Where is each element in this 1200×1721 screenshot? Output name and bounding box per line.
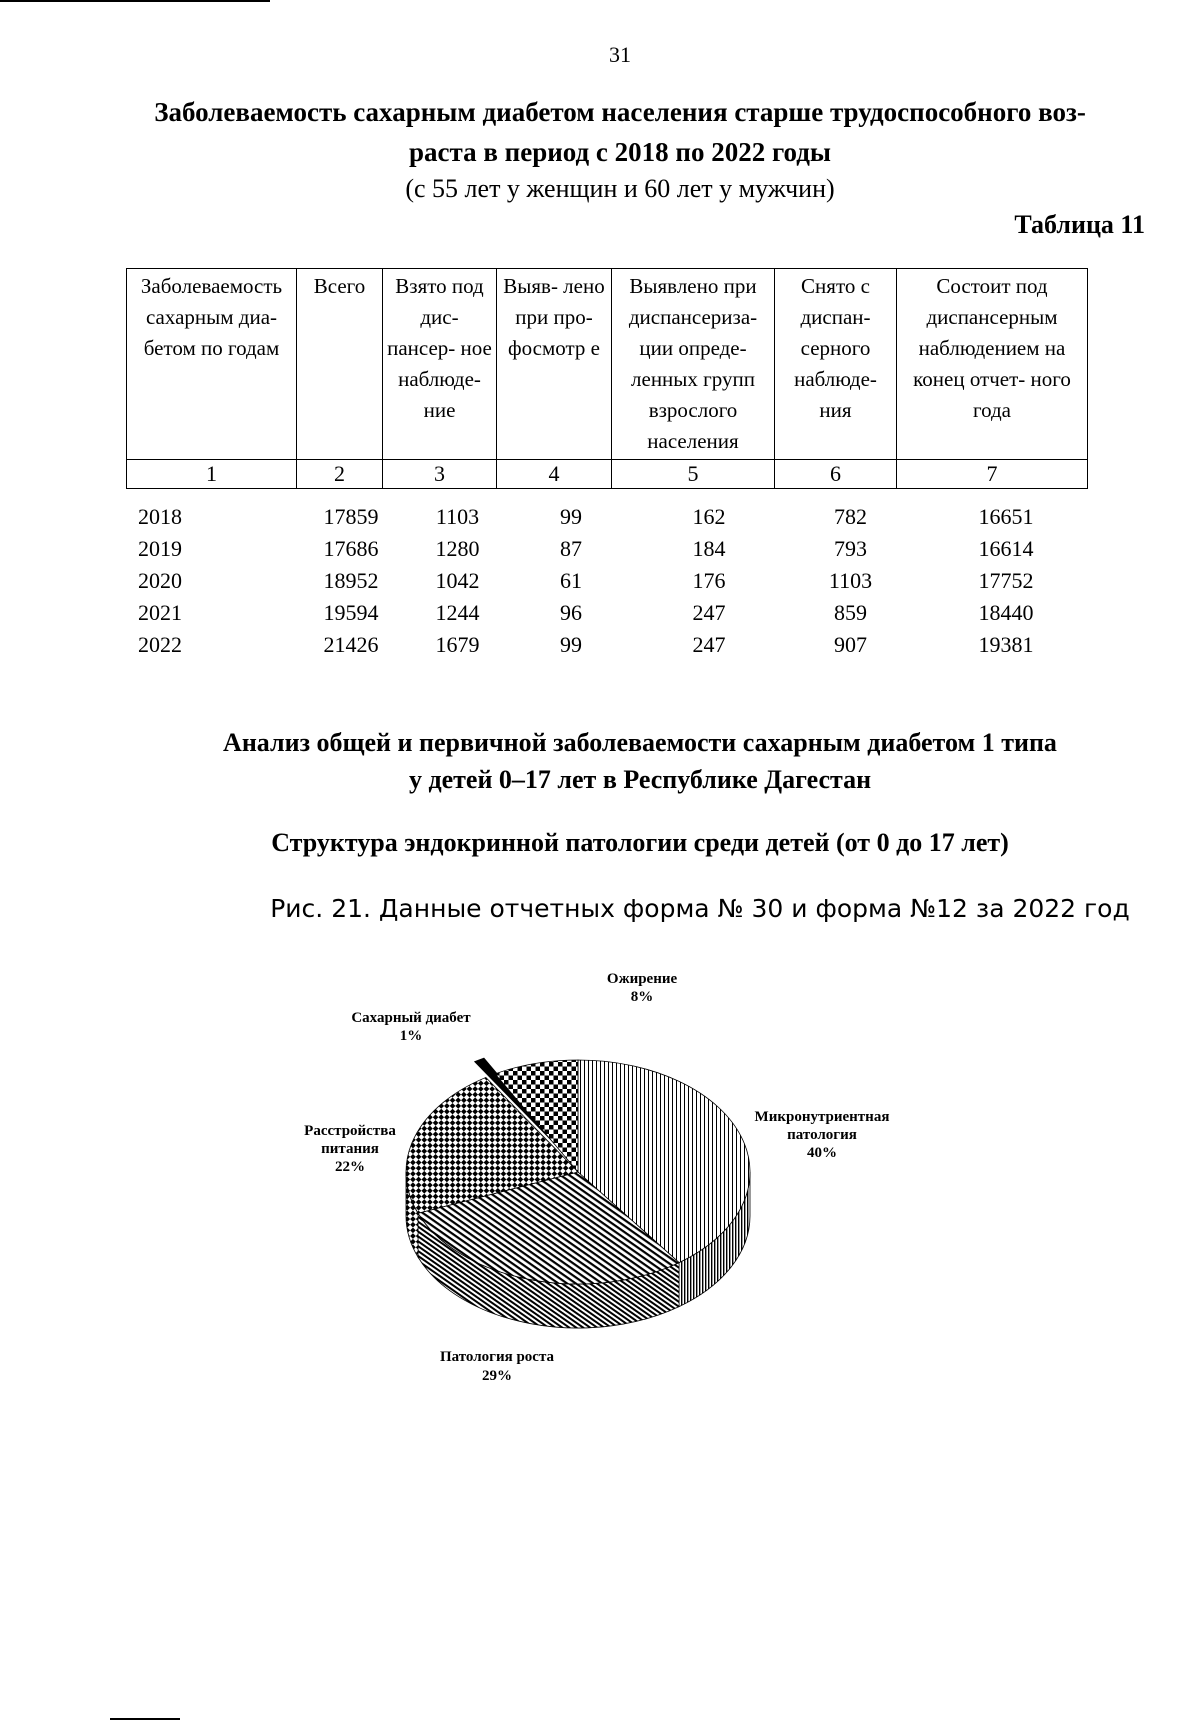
table-cell: 61 <box>560 568 582 593</box>
figure-caption: Рис. 21. Данные отчетных форма № 30 и форма №12 за 2022 год <box>270 894 1130 923</box>
pie-label-micronutrient-line2: патология <box>787 1127 857 1143</box>
section-heading-line-2: у детей 0–17 лет в Республике Дагестан <box>408 765 872 794</box>
table-cell: 16651 <box>978 504 1034 529</box>
scan-artifact-line <box>110 1718 180 1720</box>
table-cell: 1042 <box>435 568 480 593</box>
header-cell: Взято под дис- пансер- ное наблюде- ние <box>383 269 497 460</box>
table-cell: 1103 <box>435 504 480 529</box>
pie-label-diabetes-name: Сахарный диабет <box>351 1010 471 1026</box>
table-cell-year: 2020 <box>138 568 182 593</box>
header-cell: Выяв- лено при про- фосмотр е <box>497 269 612 460</box>
table-cell: 17686 <box>323 536 379 561</box>
pie-label-nutrition-percent: 22% <box>335 1159 365 1175</box>
pie-label-obesity <box>607 971 678 1005</box>
table-cell: 247 <box>692 600 726 625</box>
column-number-cell: 5 <box>612 460 775 489</box>
table-cell: 99 <box>560 504 582 529</box>
column-number-cell: 7 <box>897 460 1088 489</box>
table-cell: 17752 <box>978 568 1034 593</box>
header-cell: Всего <box>297 269 383 460</box>
pie-label-nutrition <box>304 1123 396 1175</box>
pie-label-nutrition-line1: Расстройства <box>304 1123 396 1139</box>
table-cell: 162 <box>692 504 726 529</box>
pie-slices <box>406 1058 750 1328</box>
header-cell: Заболеваемость сахарным диа- бетом по годам <box>127 269 297 460</box>
page-subtitle: (с 55 лет у женщин и 60 лет у мужчин) <box>405 174 835 203</box>
pie-label-growth-name: Патология роста <box>439 1349 555 1365</box>
pie-label-micronutrient-percent: 40% <box>807 1145 837 1161</box>
table-label: Таблица 11 <box>1014 210 1145 239</box>
table-cell: 16614 <box>978 536 1034 561</box>
table-cell-year: 2018 <box>138 504 182 529</box>
table-cell: 176 <box>692 568 726 593</box>
column-number-cell: 3 <box>383 460 497 489</box>
table-cell: 18952 <box>323 568 379 593</box>
table-cell-year: 2022 <box>138 632 182 657</box>
pie-label-diabetes <box>351 1010 471 1044</box>
table-cell: 1103 <box>828 568 873 593</box>
table-cell: 907 <box>834 632 867 657</box>
pie-label-growth-percent: 29% <box>482 1368 512 1384</box>
table-cell: 96 <box>560 600 582 625</box>
table-cell: 17859 <box>323 504 379 529</box>
pie-label-diabetes-percent: 1% <box>399 1028 423 1044</box>
table-cell: 21426 <box>323 632 379 657</box>
pie-label-growth <box>440 1349 555 1384</box>
table-cell-year: 2019 <box>138 536 182 561</box>
column-number-cell: 6 <box>775 460 897 489</box>
page-title-line-1: Заболеваемость сахарным диабетом населения старше трудоспособного воз- <box>154 97 1086 127</box>
structure-heading: Структура эндокринной патологии среди детей (от 0 до 17 лет) <box>271 828 1009 857</box>
header-cell: Снято с диспан- серного наблюде- ния <box>775 269 897 460</box>
table-cell: 19594 <box>323 600 379 625</box>
column-number-cell: 4 <box>497 460 612 489</box>
table-cell: 859 <box>834 600 867 625</box>
header-cell: Состоит под диспансерным наблюдением на конец отчет- ного года <box>897 269 1088 460</box>
section-heading-line-1: Анализ общей и первичной заболеваемости сахарным диабетом 1 типа <box>223 728 1057 757</box>
table-cell: 87 <box>560 536 582 561</box>
table-cell: 19381 <box>978 632 1034 657</box>
pie-label-obesity-name: Ожирение <box>606 971 678 987</box>
table-cell: 1244 <box>435 600 480 625</box>
table-cell: 1280 <box>435 536 480 561</box>
pie-label-nutrition-line2: питания <box>321 1141 379 1157</box>
table-cell: 18440 <box>978 600 1034 625</box>
page-title-line-2: раста в период с 2018 по 2022 годы <box>408 137 831 167</box>
table-cell: 793 <box>834 536 867 561</box>
table-cell: 184 <box>692 536 726 561</box>
table-cell: 1679 <box>435 632 480 657</box>
table-cell-year: 2021 <box>138 600 182 625</box>
table-cell: 247 <box>692 632 726 657</box>
table-cell: 99 <box>560 632 582 657</box>
column-number-cell: 1 <box>127 460 297 489</box>
pie-label-micronutrient <box>755 1109 890 1161</box>
page-number: 31 <box>609 42 631 67</box>
pie-label-micronutrient-line1: Микронутриентная <box>754 1109 890 1125</box>
column-number-cell: 2 <box>297 460 383 489</box>
header-cell: Выявлено при диспансериза- ции опреде- ленных групп взрослого населения <box>612 269 775 460</box>
table-cell: 782 <box>834 504 867 529</box>
pie-label-obesity-percent: 8% <box>630 989 654 1005</box>
